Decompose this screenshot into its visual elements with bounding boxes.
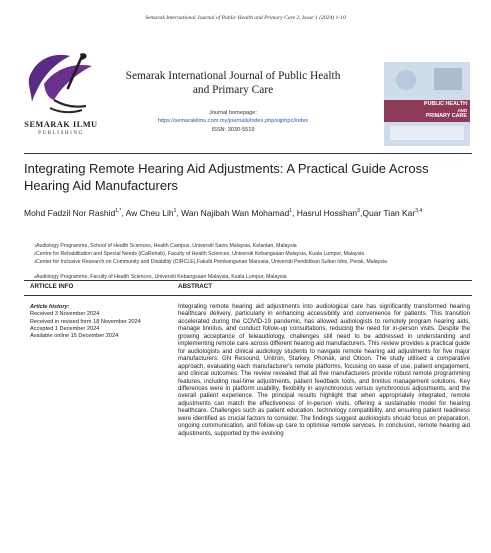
cover-line-3: PRIMARY CARE	[425, 113, 467, 119]
author-sup: 1	[173, 208, 177, 214]
journal-title: Semarak International Journal of Public Health and Primary Care	[125, 70, 341, 96]
history-received: Received 3 November 2024	[30, 311, 100, 318]
history-label: Article history:	[30, 304, 70, 310]
affiliation-text: Centre for Rehabilitation and Special Needs (iCaRehab), Faculty of Health Sciences, Universiti Kebangsaan Malaysia, Kuala Lumpur, Malaysia	[36, 251, 365, 257]
section-rule-top	[24, 280, 472, 281]
abstract-text: Integrating remote hearing aid adjustments into audiological care has significantly transformed hearing healthcare delivery, particularly in enhancing accessibility and convenience for patients. This transition accelerated during the COVID-19 pandemic, has allowed audiologists to remotely program hearing aids, manage tinnitus, and conduct follow-up consultations, reducing the need for in-person visits. Despite the growing acceptance of teleaudiology, challenges still need to be addressed in understanding and implementing remote care across different hearing aid manufacturers. This review provides a practical guide for audiologists and clinical audiology students to navigate remote hearing aid adjustments for five major manufacturers: GN Resound, Unitron, Starkey, Phonak, and Oticon. The study utilised a comparative approach, evaluating each manufacturer's remote platforms, focusing on ease of use, patient engagement, and clinical outcomes. The review revealed that all five manufacturers provide robust remote programming features, including real-time adjustments, patient feedback tools, and tinnitus management solutions. Key differences were in platform usability, flexibility in asynchronous versus synchronous adjustments, and the overall patient experience. The principal results highlight that when appropriately integrated, remote adjustments can match the effectiveness of in-person visits, offering a sustainable model for hearing healthcare. Challenges such as patient education, technology compatibility, and ensuring patient readiness were identified as crucial factors to consider. The findings suggest audiologists should focus on preparation, ongoing communication, and follow-up care to optimise remote services. In conclusion, remote hearing aid adjustments, supported by the evolving	[178, 303, 470, 437]
affiliation	[24, 251, 472, 258]
affiliation-number: 3	[34, 259, 37, 264]
cover-line-2: AND	[457, 108, 467, 113]
author-sup: 3	[357, 208, 360, 214]
author-sup: 1,*	[115, 208, 122, 214]
author-name: Wan Najibah Wan Mohamad	[181, 207, 290, 218]
quill-icon	[24, 48, 98, 118]
author-name: Quar Tian Kar	[362, 207, 416, 218]
author-sup: 3,4	[415, 208, 423, 214]
author-name: Aw Cheu Lih	[125, 207, 174, 218]
author-name: Hasrul Hosshan	[296, 207, 358, 218]
affiliation-text: Center for Inclusive Research on Community and Disability (CIRCLE),Fakulti Pembangunan Manusia, Universiti Pendidikan Sultan Idris, Perak, Malaysia	[36, 259, 387, 265]
abstract-heading: ABSTRACT	[178, 283, 213, 290]
history-accepted: Accepted 1 December 2024	[30, 325, 100, 332]
cover-band	[384, 100, 470, 122]
history-revised: Received in revised form 18 November 2024	[30, 318, 141, 325]
publisher-sub: PUBLISHING	[38, 131, 84, 136]
author-name: Mohd Fadzil Nor Rashid	[24, 207, 116, 218]
section-rule-bottom	[24, 295, 472, 296]
homepage-label: Journal homepage:	[209, 110, 257, 116]
header-rule	[24, 153, 472, 154]
publisher-name: SEMARAK ILMU	[24, 120, 98, 129]
affiliation-number: 4	[34, 274, 37, 279]
affiliation	[24, 243, 472, 250]
cover-line-1: PUBLIC HEALTH	[423, 101, 467, 107]
article-history	[30, 304, 170, 340]
running-header: Semarak International Journal of Public Health and Primary Care 2, Issue 1 (2024) 1-10	[145, 15, 346, 21]
homepage-link[interactable]: https://semarakilmu.com.my/journals/index.php/sijphpc/index	[157, 118, 309, 124]
article-title: Integrating Remote Hearing Aid Adjustments: A Practical Guide Across Hearing Aid Manufacturers	[24, 161, 429, 193]
affiliation-text: Audiology Programme, School of Health Sciences, Health Campus, Universiti Sains Malaysia, Kelantan, Malaysia	[36, 243, 297, 249]
affiliation-number: 2	[34, 251, 37, 256]
affiliation-number: 1	[34, 243, 37, 248]
article-info-heading: ARTICLE INFO	[30, 283, 74, 290]
affiliation-text: Audiology Programme, Faculty of Health Sciences, Universiti Kebangsaan Malaysia, Kuala Lumpur, Malaysia	[36, 274, 287, 280]
journal-cover	[384, 62, 470, 146]
author-sup: 1	[289, 208, 292, 214]
author-list: Mohd Fadzil Nor Rashid$^{1,*}$, Aw Cheu Lih$^1$, Wan Najibah Wan Mohamad$^1$, Hasrul Hosshan$^3$,Quar Tian Kar$^{3,4}$	[24, 207, 423, 218]
affiliation	[24, 259, 472, 266]
issn: ISSN: 3030-5519	[211, 127, 255, 133]
history-online: Available online 15 December 2024	[30, 333, 119, 340]
publisher-logo	[24, 48, 98, 148]
